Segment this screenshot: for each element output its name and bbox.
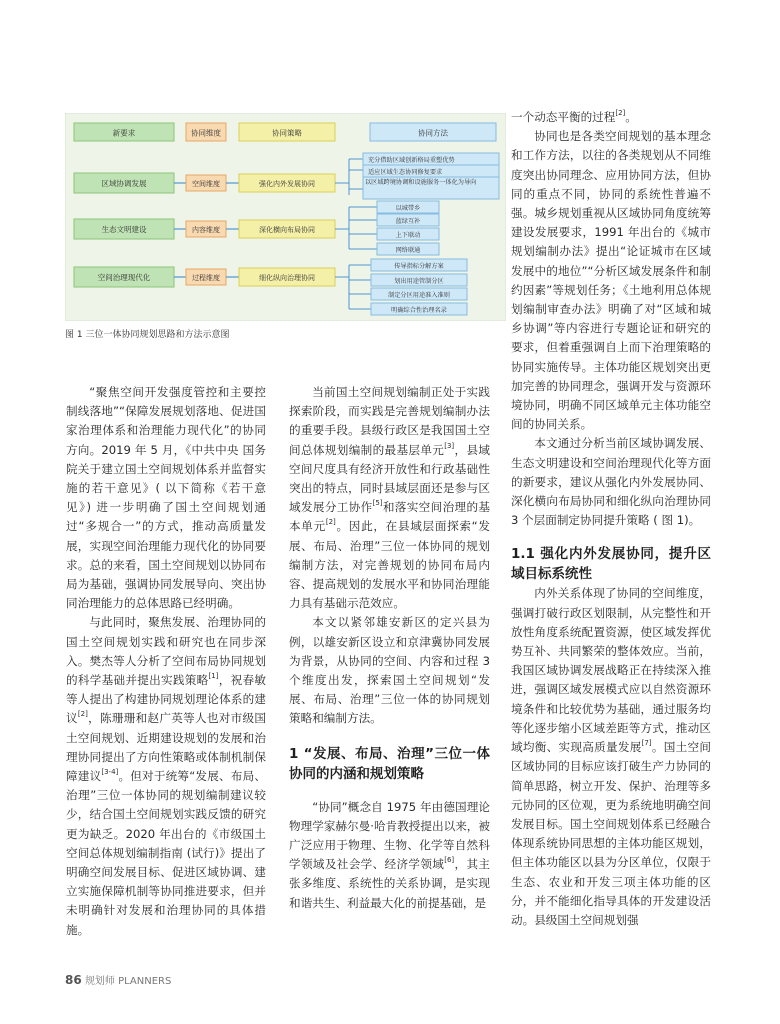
text-run: 。 bbox=[625, 110, 637, 124]
column-1 bbox=[66, 383, 266, 940]
text-run: 内外关系体现了协同的空间维度，强调打破行政区划限制，从完整性和开放性角度系统配置资源，使区域发挥优势互补、共同繁荣的整体效应。当前，我国区域协调发展战略正在持续深入推进，强调区域发展模式应以自然资源环境条件和比较优势为基础，通过服务均等化逐步缩小区域差距等方式，推动区域均衡、实现高质量发展 bbox=[511, 586, 711, 755]
page-number: 86 bbox=[65, 973, 82, 987]
dim-label-3: 过程维度 bbox=[192, 274, 220, 282]
method-3-1: 传导指标分解方案 bbox=[394, 263, 444, 270]
text-run: 。因此，在县域层面探索“发展、布局、治理”三位一体协同的规划编制方法，对完善规划的协同布局内容、提高规划的发展水平和协同治理能力具有基础示范效应。 bbox=[289, 519, 490, 611]
method-2-4: 网络联通 bbox=[395, 247, 421, 254]
citation: [3] bbox=[444, 441, 455, 450]
header-strategy: 协同策略 bbox=[272, 128, 302, 138]
section-heading: 1.1 强化内外发展协同，提升区域目标系统性 bbox=[511, 546, 711, 583]
header-req: 新要求 bbox=[112, 128, 136, 138]
citation: [2] bbox=[325, 518, 336, 527]
page-footer bbox=[65, 972, 171, 987]
paragraph: 本文通过分析当前区域协调发展、生态文明建设和空间治理现代化等方面的新要求，建议从强化内外发展协同、深化横向布局协同和细化纵向治理协同 3 个层面制定协同提升策略 ( 图 1)。 bbox=[511, 436, 711, 528]
method-1-3: 以区域跨境协调和设施服务一体化为导向 bbox=[365, 179, 477, 186]
method-2-2: 蓝绿互补 bbox=[395, 218, 421, 225]
paragraph: 本文以紧邻雄安新区的定兴县为例，以雄安新区设立和京津冀协同发展为背景，从协同的空间、内容和过程 3 个维度出发，探索国土空间规划“发展、布局、治理”三位一体的协同规划策略和编制方法。 bbox=[289, 615, 490, 726]
text-run: 。国土空间区域协同的目标应该打破生产力协同的简单思路，树立开发、保护、治理等多元协同的区位观，更为系统地明确空间发展目标。国土空间规划体系已经融合体现系统协同思想的主体功能区规划，但主体功能区以县为分区单位，仅限于生态、农业和开发三项主体功能的区分，并不能细化指导具体的开发建设活动。县级国土空间规划强 bbox=[511, 740, 711, 927]
column-3 bbox=[511, 108, 711, 930]
header-method: 协同方法 bbox=[418, 128, 448, 138]
req-label-3: 空间治理现代化 bbox=[97, 273, 151, 282]
strategy-label-3: 细化纵向治理协同 bbox=[259, 274, 315, 282]
strategy-label-1: 强化内外发展协同 bbox=[259, 180, 315, 188]
text-run: ，县域空间尺度具有经济开放性和行政基础性突出的特点，同时县域层面还是参与区域发展分工协作 bbox=[289, 442, 490, 515]
citation: [2] bbox=[77, 710, 88, 719]
text-run: 当前国土空间规划编制正处于实践探索阶段，而实践是完善规划编制办法的重要手段。县级行政区是我国国土空间总体规划编制的最基层单元 bbox=[289, 385, 490, 457]
dim-label-2: 内容维度 bbox=[192, 226, 220, 234]
method-1-2: 适应区域生态协同修复要求 bbox=[368, 169, 443, 176]
section-heading: 1 “发展、布局、治理”三位一体协同的内涵和规划策略 bbox=[289, 745, 490, 782]
dim-label-1: 空间维度 bbox=[192, 180, 220, 188]
paragraph: “聚焦空间开发强度管控和主要控制线落地”“保障发展规划落地、促进国家治理体系和治理能力现代化”的协同方向。2019 年 5 月，《中共中央 国务院关于建立国土空间规划体系并监督实施的若干意见》( 以下简称《若干意见》) 进一步明确了国土空间规划通过“多规合一”的方式，推动高质量发展，实现空间治理能力现代化的协同要求。总的来看，国土空间规划以协同布局为基础，强调协同发展导向、突出协同治理能力的总体思路已经明确。 bbox=[66, 385, 266, 611]
method-1-1: 充分借助区域创新格局重塑优势 bbox=[368, 157, 455, 164]
method-2-3: 上下联动 bbox=[395, 232, 421, 239]
method-2-1: 以城带乡 bbox=[395, 205, 421, 212]
header-dim: 协同维度 bbox=[191, 128, 221, 138]
text-run: ，其主张多维度、系统性的关系协调，是实现和谐共生、利益最大化的前提基础，是 bbox=[289, 857, 490, 910]
method-3-3: 制定分区用途准入准则 bbox=[388, 292, 450, 299]
journal-name: 规划师 PLANNERS bbox=[84, 976, 172, 987]
text-run: 与此同时，聚焦发展、治理协同的国土空间规划实践和研究也在同步深入。樊杰等人分析了空间布局协同规划的科学基础并提出实践策略 bbox=[66, 615, 266, 688]
paragraph bbox=[289, 798, 490, 913]
paragraph bbox=[511, 584, 711, 930]
text-run: 。但对于统筹“发展、布局、治理”三位一体协同的规划编制建议较少，结合国土空间规划实践反馈的研究更为缺乏。2020 年出台的《市级国土空间总体规划编制指南 (试行)》提出了明确空间发展目标、促进区域协调、建立实施保障机制等协同推进要求，但并未明确针对发展和治理协同的具体措施。 bbox=[66, 769, 266, 937]
citation: [7] bbox=[641, 739, 652, 748]
figure-caption: 图 1 三位一体协同规划思路和方法示意图 bbox=[65, 330, 230, 340]
framework-figure bbox=[65, 113, 506, 321]
paragraph: 协同也是各类空间规划的基本理念和工作方法，以往的各类规划从不同维度突出协同理念、应用协同方法，但协同的重点不同，协同的系统性普遍不强。城乡规划重视从区域协同角度统筹建设发展要求，1991 年出台的《城市规划编制办法》提出“论证城市在区域发展中的地位”“分析区域发展条件和制约因素”等规划任务；《土地利用总体规划编制审查办法》明确了对“区域和城乡协调”等内容进行专题论证和研究的要求，但着重强调自上而下治理策略的协同实施传导。主体功能区规划突出更加完善的协同理念，强调开发与资源环境协同，明确不同区域单元主体功能空间的协同关系。 bbox=[511, 129, 711, 432]
req-label-1: 区域协调发展 bbox=[101, 179, 147, 188]
paragraph bbox=[66, 613, 266, 939]
strategy-label-2: 深化横向布局协同 bbox=[259, 226, 315, 234]
method-3-4: 明确综合性治理名录 bbox=[391, 307, 447, 314]
citation: [3-4] bbox=[101, 768, 119, 777]
citation: [1] bbox=[208, 672, 219, 681]
text-run: ，陈珊珊和赵广英等人也对市级国土空间规划、近期建设规划的发展和治理协同提出了方向性策略或体制机制保障建议 bbox=[66, 711, 266, 784]
text-run: “协同”概念自 1975 年由德国理论物理学家赫尔曼·哈肯教授提出以来，被广泛应用于物理、生物、化学等自然科学领域及社会学、经济学领域 bbox=[289, 799, 490, 872]
text-run: 一个动态平衡的过程 bbox=[511, 110, 616, 124]
text-run: ，祝春敏等人提出了构建协同规划理论体系的建议 bbox=[66, 673, 266, 726]
paragraph bbox=[289, 383, 490, 613]
req-label-2: 生态文明建设 bbox=[101, 225, 147, 234]
citation: [6] bbox=[444, 856, 455, 865]
text-run: 和落实空间治理的基本单元 bbox=[289, 500, 490, 534]
citation: [5] bbox=[372, 499, 383, 508]
paragraph bbox=[511, 108, 711, 127]
method-3-2: 划出用途管制分区 bbox=[394, 278, 444, 285]
citation: [2] bbox=[615, 109, 626, 117]
column-2 bbox=[289, 383, 490, 913]
